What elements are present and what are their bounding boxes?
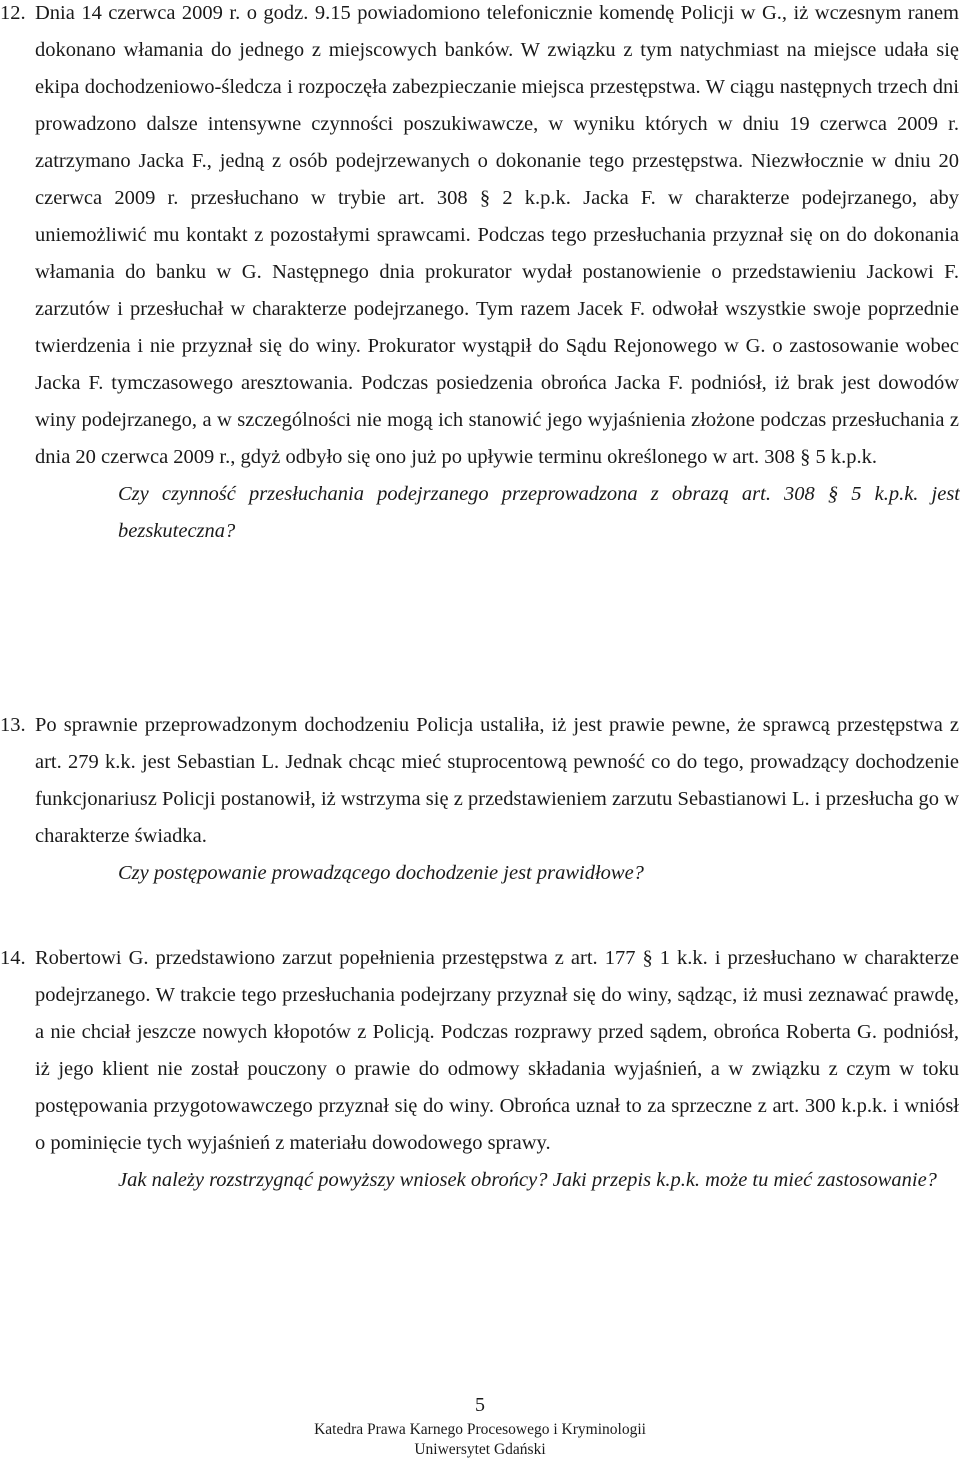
- footer-department: Katedra Prawa Karnego Procesowego i Kryminologii: [314, 1421, 646, 1438]
- case-description: Dnia 14 czerwca 2009 r. o godz. 9.15 powiadomiono telefonicznie komendę Policji w G., iż wczesnym ranem dokonano włamania do jednego z miejscowych banków. W związku z tym natychmiast na miejsce udała się ekipa dochodzeniowo-śledcza i rozpoczęła zabezpieczanie miejsca przestępstwa. W ciągu następnych trzech dni prowadzono dalsze intensywne czynności poszukiwawcze, w wyniku których w dniu 19 czerwca 2009 r. zatrzymano Jacka F., jedną z osób podejrzewanych o dokonanie tego przestępstwa. Niezwłocznie w dniu 20 czerwca 2009 r. przesłuchano w trybie art. 308 § 2 k.p.k. Jacka F. w charakterze podejrzanego, aby uniemożliwić mu kontakt z pozostałymi sprawcami. Podczas tego przesłuchania przyznał się on do dokonania włamania do banku w G. Następnego dnia prokurator wydał postanowienie o przedstawieniu Jackowi F. zarzutów i przesłuchał w charakterze podejrzanego. Tym razem Jacek F. odwołał wszystkie swoje poprzednie twierdzenia i nie przyznał się do winy. Prokurator wystąpił do Sądu Rejonowego w G. o zastosowanie wobec Jacka F. tymczasowego aresztowania. Podczas posiedzenia obrońca Jacka F. podniósł, iż brak jest dowodów winy podejrzanego, a w szczególności nie mogą ich stanowić jego wyjaśnienia złożone podczas przesłuchania z dnia 20 czerwca 2009 r., gdyż odbyło się ono już po upływie terminu określonego w art. 308 § 5 k.p.k.: [35, 2, 959, 468]
- case-question: Czy czynność przesłuchania podejrzanego przeprowadzona z obrazą art. 308 § 5 k.p.k. jest bezskuteczna?: [118, 483, 960, 542]
- page-number: 5: [475, 1394, 485, 1416]
- case-item-14: [0, 940, 960, 1199]
- case-item-13: [0, 707, 960, 892]
- item-number: 13.: [0, 714, 26, 736]
- item-number: 14.: [0, 947, 26, 969]
- case-question: Jak należy rozstrzygnąć powyższy wniosek obrońcy? Jaki przepis k.p.k. może tu mieć zastosowanie?: [118, 1169, 937, 1191]
- footer-university: Uniwersytet Gdański: [414, 1441, 546, 1458]
- item-number: 12.: [0, 2, 26, 24]
- case-description: Robertowi G. przedstawiono zarzut popełnienia przestępstwa z art. 177 § 1 k.k. i przesłuchano w charakterze podejrzanego. W trakcie tego przesłuchania podejrzany przyznał się do winy, sądząc, iż musi zeznawać prawdę, a nie chciał jeszcze nowych kłopotów z Policją. Podczas rozprawy przed sądem, obrońca Roberta G. podniósł, iż jego klient nie został pouczony o prawie do odmowy składania wyjaśnień, a w związku z czym w toku postępowania przygotowawczego przyznał się do winy. Obrońca uznał to za sprzeczne z art. 300 k.p.k. i wniósł o pominięcie tych wyjaśnień z materiału dowodowego sprawy.: [35, 947, 959, 1154]
- case-item-12: [0, 0, 960, 550]
- case-question: Czy postępowanie prowadzącego dochodzenie jest prawidłowe?: [118, 862, 644, 884]
- case-description: Po sprawnie przeprowadzonym dochodzeniu Policja ustaliła, iż jest prawie pewne, że sprawcą przestępstwa z art. 279 k.k. jest Sebastian L. Jednak chcąc mieć stuprocentową pewność co do tego, prowadzący dochodzenie funkcjonariusz Policji postanowił, iż wstrzyma się z przedstawieniem zarzutu Sebastianowi L. i przesłucha go w charakterze świadka.: [35, 714, 959, 847]
